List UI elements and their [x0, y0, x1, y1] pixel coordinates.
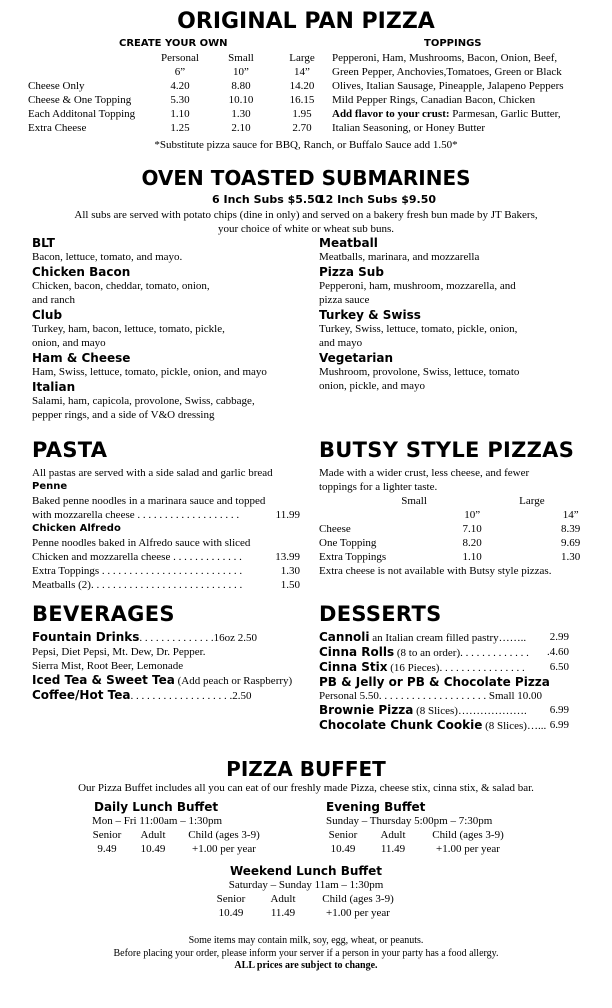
- price: 1.10: [462, 551, 482, 563]
- buffet-header: Child (ages 3-9): [432, 829, 504, 841]
- price: 1.30: [561, 551, 581, 563]
- cinna-rolls-name: Cinna Rolls: [319, 645, 395, 659]
- sub-desc: onion, pickle, and mayo: [319, 380, 426, 392]
- price: 1.30: [231, 108, 251, 120]
- price: 14.20: [289, 80, 315, 92]
- pan-pizza-price-table: [28, 51, 332, 135]
- pan-pizza-title: ORIGINAL PAN PIZZA: [177, 9, 435, 34]
- sub-desc: Meatballs, marinara, and mozzarella: [319, 251, 480, 263]
- toppings-heading: TOPPINGS: [424, 38, 482, 49]
- butsy-row: [319, 522, 589, 536]
- price: 16.15: [289, 94, 315, 106]
- price: 8.20: [462, 537, 482, 549]
- toppings-line: Green Pepper, Anchovies,Tomatoes, Green or Black: [332, 66, 562, 78]
- cannoli-price: 2.99: [549, 631, 569, 643]
- penne-name: Penne: [32, 481, 68, 492]
- sub-desc: Turkey, Swiss, lettuce, tomato, pickle, onion,: [319, 323, 518, 335]
- price: 1.95: [292, 108, 312, 120]
- size-personal-inches: 6”: [174, 66, 186, 78]
- row-label: Cheese: [319, 523, 351, 535]
- toppings-line: Pepperoni, Ham, Mushrooms, Bacon, Onion, Beef,: [332, 52, 558, 64]
- pasta-title: PASTA: [32, 438, 108, 462]
- buffet-name: Evening Buffet: [326, 800, 426, 814]
- size-personal: Personal: [161, 52, 199, 64]
- subs-intro: [0, 208, 612, 236]
- price: 8.80: [231, 80, 251, 92]
- meatballs-label: Meatballs (2). . . . . . . . . . . . . . . . . . . . . . . . . . . .: [32, 579, 243, 591]
- sub-name: Meatball: [319, 236, 378, 250]
- subs-price-6: 6 Inch Subs $5.50: [212, 193, 323, 206]
- buffet-price: +1.00 per year: [326, 907, 390, 919]
- tea-name: Iced Tea & Sweet Tea: [32, 673, 175, 687]
- alfredo-name: Chicken Alfredo: [32, 523, 121, 534]
- sub-desc: Bacon, lettuce, tomato, and mayo.: [32, 251, 183, 263]
- sub-desc: pizza sauce: [319, 294, 370, 306]
- price: 5.30: [170, 94, 190, 106]
- desserts-title: DESSERTS: [319, 602, 442, 626]
- size-small-inches: 10”: [233, 66, 249, 78]
- cannoli-name: Cannoli: [319, 630, 370, 644]
- sub-desc: Turkey, ham, bacon, lettuce, tomato, pickle,: [32, 323, 225, 335]
- alfredo-dots: Chicken and mozzarella cheese . . . . . . . . . . . . .: [32, 551, 242, 563]
- price: 10.10: [228, 94, 254, 106]
- sub-desc: Pepperoni, ham, mushroom, mozzarella, and: [319, 280, 516, 292]
- create-your-own-heading: CREATE YOUR OWN: [119, 38, 228, 49]
- evening-buffet: [326, 800, 508, 856]
- fountain-dots: . . . . . . . . . . . . . .: [139, 632, 214, 644]
- price: 8.39: [561, 523, 581, 535]
- butsy-intro: Made with a wider crust, less cheese, and fewer: [319, 467, 530, 479]
- pb-pizza-name: PB & Jelly or PB & Chocolate Pizza: [319, 675, 550, 689]
- buffet-header: Adult: [270, 893, 296, 905]
- row-label: Extra Cheese: [28, 122, 87, 134]
- butsy-large-size: 14”: [562, 509, 579, 521]
- sub-desc: pepper rings, and a side of V&O dressing: [32, 409, 215, 421]
- row-label: Each Additonal Topping: [28, 108, 136, 120]
- row-label: Extra Toppings: [319, 551, 387, 563]
- buffet-header: Adult: [380, 829, 406, 841]
- butsy-small-size: 10”: [464, 509, 481, 521]
- cannoli-text: an Italian cream filled pastry……..: [369, 632, 527, 644]
- toppings-line: Olives, Italian Sausage, Pineapple, Jalapeno Peppers: [332, 80, 564, 92]
- buffet-price: +1.00 per year: [436, 843, 500, 855]
- buffet-name: Weekend Lunch Buffet: [229, 864, 383, 878]
- price: 1.25: [170, 122, 190, 134]
- crust-label: Add flavor to your crust:: [332, 108, 450, 120]
- crust-text: Parmesan, Garlic Butter,: [449, 108, 561, 120]
- tea-note: (Add peach or Raspberry): [174, 675, 293, 687]
- buffet-header: Senior: [328, 829, 358, 841]
- butsy-large-label: Large: [519, 495, 545, 507]
- butsy-intro: toppings for a lighter taste.: [319, 481, 438, 493]
- buffet-time: Sunday – Thursday 5:00pm – 7:30pm: [326, 815, 493, 827]
- alfredo-desc: Penne noodles baked in Alfredo sauce with sliced: [32, 537, 251, 549]
- cookie-text: (8 Slices)…...: [482, 720, 547, 732]
- fountain-desc: Pepsi, Diet Pepsi, Mt. Dew, Dr. Pepper.: [32, 646, 206, 658]
- pasta-section: [32, 466, 300, 592]
- row-label: Cheese & One Topping: [28, 94, 132, 106]
- buffet-name: Daily Lunch Buffet: [94, 800, 219, 814]
- butsy-note: Extra cheese is not available with Butsy style pizzas.: [319, 565, 552, 577]
- buffet-title: PIZZA BUFFET: [226, 757, 386, 781]
- subs-right-column: [319, 236, 589, 393]
- brownie-pizza-price: 6.99: [549, 704, 569, 716]
- size-small: Small: [228, 52, 254, 64]
- pb-pizza-prices: Personal 5.50. . . . . . . . . . . . . . . . . . . . Small 10.00: [319, 690, 543, 702]
- penne-desc: Baked penne noodles in a marinara sauce and topped: [32, 495, 266, 507]
- buffet-header: Adult: [140, 829, 166, 841]
- coffee-price: 2.50: [232, 690, 252, 702]
- toppings-line: Mild Pepper Rings, Canadian Bacon, Chicken: [332, 94, 536, 106]
- buffet-intro: Our Pizza Buffet includes all you can eat of our freshly made Pizza, cheese stix, cinna stix, & salad bar.: [78, 782, 534, 794]
- butsy-small-label: Small: [401, 495, 427, 507]
- price: 2.10: [231, 122, 251, 134]
- sub-name: Club: [32, 308, 63, 322]
- allergen-note: Some items may contain milk, soy, egg, wheat, or peanuts.: [188, 935, 424, 946]
- butsy-row: [319, 536, 589, 550]
- toppings-list: [332, 51, 594, 135]
- price: 2.70: [292, 122, 312, 134]
- subs-intro-line: your choice of white or wheat sub buns.: [218, 223, 394, 235]
- buffet-header: Child (ages 3-9): [322, 893, 394, 905]
- buffet-price: 10.49: [140, 843, 166, 855]
- desserts-section: [319, 630, 569, 733]
- buffet-time: Mon – Fri 11:00am – 1:30pm: [92, 815, 223, 827]
- sub-desc: and ranch: [32, 294, 76, 306]
- sub-desc: Chicken, bacon, cheddar, tomato, onion,: [32, 280, 210, 292]
- sub-desc: Ham, Swiss, lettuce, tomato, pickle, onion, and mayo: [32, 366, 267, 378]
- sub-name: Turkey & Swiss: [319, 308, 421, 322]
- subs-intro-line: All subs are served with potato chips (dine in only) and served on a bakery fresh bun made by JT Bakers,: [74, 209, 538, 221]
- butsy-section: [319, 466, 589, 578]
- price: 4.20: [170, 80, 190, 92]
- fountain-name: Fountain Drinks: [32, 630, 140, 644]
- subs-title: OVEN TOASTED SUBMARINES: [141, 166, 471, 190]
- subs-price-12: 12 Inch Subs $9.50: [318, 193, 437, 206]
- sub-name: Italian: [32, 380, 76, 394]
- penne-dots: with mozzarella cheese . . . . . . . . . . . . . . . . . . .: [32, 509, 240, 521]
- sub-name: Pizza Sub: [319, 265, 384, 279]
- extra-toppings-label: Extra Toppings . . . . . . . . . . . . . . . . . . . . . . . . . .: [32, 565, 243, 577]
- beverages-section: [32, 630, 312, 703]
- cookie-name: Chocolate Chunk Cookie: [319, 718, 483, 732]
- beverages-title: BEVERAGES: [32, 602, 175, 626]
- cinna-stix-price: 6.50: [549, 661, 569, 673]
- cookie-price: 6.99: [549, 719, 569, 731]
- extra-toppings-price: 1.30: [280, 565, 300, 577]
- price-row: [28, 107, 332, 121]
- price-row: [28, 93, 332, 107]
- coffee-dots: . . . . . . . . . . . . . . . . . . .: [130, 690, 233, 702]
- price-change-note: ALL prices are subject to change.: [234, 960, 378, 971]
- sub-desc: Mushroom, provolone, Swiss, lettuce, tomato: [319, 366, 520, 378]
- crust-line2: Italian Seasoning, or Honey Butter: [332, 122, 486, 134]
- buffet-price: 10.49: [218, 907, 244, 919]
- sub-name: Chicken Bacon: [32, 265, 131, 279]
- fountain-desc: Sierra Mist, Root Beer, Lemonade: [32, 660, 184, 672]
- size-large: Large: [289, 52, 315, 64]
- buffet-time: Saturday – Sunday 11am – 1:30pm: [228, 879, 384, 891]
- row-label: One Topping: [319, 537, 377, 549]
- brownie-pizza-text: (8 Slices)……………….: [413, 705, 527, 717]
- sub-desc: Salami, ham, capicola, provolone, Swiss, cabbage,: [32, 395, 255, 407]
- weekend-lunch-buffet: [0, 864, 612, 920]
- buffet-header: Child (ages 3-9): [188, 829, 260, 841]
- cinna-rolls-text: (8 to an order). . . . . . . . . . . . .: [394, 647, 529, 659]
- price: 7.10: [462, 523, 482, 535]
- alfredo-price: 13.99: [275, 551, 300, 563]
- buffet-price: 11.49: [380, 843, 406, 855]
- subs-left-column: [32, 236, 312, 422]
- cinna-stix-name: Cinna Stix: [319, 660, 388, 674]
- fountain-price: 16oz 2.50: [213, 632, 258, 644]
- allergy-note: Before placing your order, please inform your server if a person in your party has a food allergy.: [113, 947, 499, 959]
- sub-desc: onion, and mayo: [32, 337, 106, 349]
- buffet-price: 10.49: [330, 843, 356, 855]
- cinna-rolls-price: .4.60: [547, 646, 569, 658]
- meatballs-price: 1.50: [280, 579, 300, 591]
- brownie-pizza-name: Brownie Pizza: [319, 703, 414, 717]
- sub-name: Ham & Cheese: [32, 351, 131, 365]
- butsy-title: BUTSY STYLE PIZZAS: [319, 438, 575, 462]
- daily-lunch-buffet: [90, 800, 264, 856]
- size-large-inches: 14”: [294, 66, 310, 78]
- butsy-row: [319, 550, 589, 564]
- butsy-price-table: [319, 494, 589, 564]
- buffet-price: 11.49: [270, 907, 296, 919]
- footer: [0, 935, 612, 973]
- sub-desc: and mayo: [319, 337, 363, 349]
- price-row: [28, 121, 332, 135]
- row-label: Cheese Only: [28, 80, 85, 92]
- buffet-header: Senior: [92, 829, 122, 841]
- penne-price: 11.99: [275, 509, 300, 521]
- pasta-intro: All pastas are served with a side salad and garlic bread: [32, 467, 273, 479]
- buffet-header: Senior: [216, 893, 246, 905]
- price: 9.69: [561, 537, 581, 549]
- price: 1.10: [170, 108, 190, 120]
- buffet-price: +1.00 per year: [192, 843, 256, 855]
- sub-name: BLT: [32, 236, 55, 250]
- buffet-price: 9.49: [97, 843, 117, 855]
- sub-name: Vegetarian: [319, 351, 394, 365]
- pan-pizza-note: *Substitute pizza sauce for BBQ, Ranch, or Buffalo Sauce add 1.50*: [154, 139, 458, 151]
- price-row: [28, 79, 332, 93]
- coffee-name: Coffee/Hot Tea: [32, 688, 131, 702]
- cinna-stix-text: (16 Pieces). . . . . . . . . . . . . . . .: [387, 662, 525, 674]
